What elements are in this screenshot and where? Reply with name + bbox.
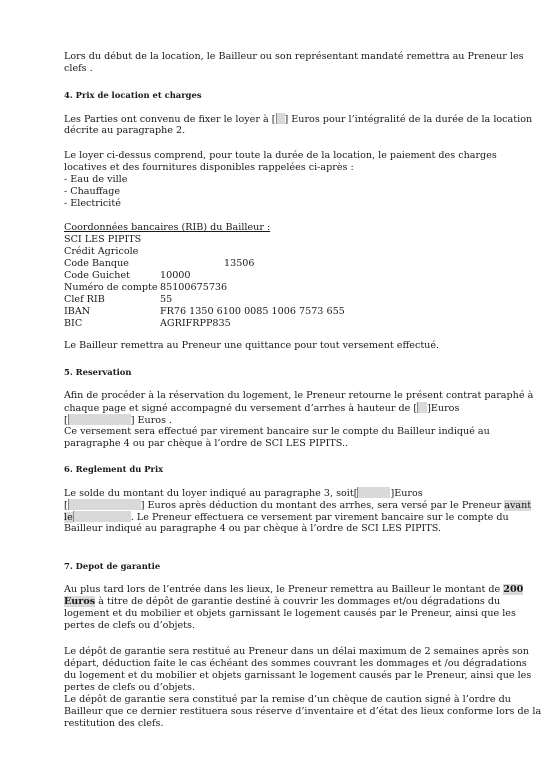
refund-line-7: restitution des clefs.: [64, 718, 164, 729]
rib-value: FR76 1350 6100 0085 1006 7573 655: [160, 306, 345, 317]
rib-title: Coordonnées bancaires (RIB) du Bailleur :: [64, 222, 271, 233]
refund-line-6: Bailleur que ce dernier restituera sous réserve d’inventaire et d’état des lieux conforme lors de la: [64, 706, 542, 717]
reservation-text-d: ] Euros .: [130, 415, 173, 426]
charges-line-2: locatives et des fournitures disponibles rappelées ci-après :: [64, 162, 354, 173]
intro-line-2: clefs .: [64, 63, 93, 74]
charge-item: - Chauffage: [64, 186, 121, 197]
rib-label: BIC: [64, 318, 83, 329]
payment-line-4: Bailleur indiqué au paragraphe 4 ou par chèque à l’ordre de SCI LES PIPITS.: [64, 523, 441, 534]
rib-value: 85100675736: [160, 282, 228, 293]
balance-amount-field[interactable]: [357, 487, 390, 498]
rent-text-a: Les Parties ont convenu de fixer le loyer à [: [64, 114, 276, 125]
rib-holder: SCI LES PIPITS: [64, 234, 142, 245]
rib-label: Clef RIB: [64, 294, 105, 305]
refund-line-3: du logement et du mobilier et objets garnissant le logement causés par le Preneur, ainsi que les: [64, 670, 532, 681]
rib-value: 55: [160, 294, 173, 305]
refund-line-2: départ, déduction faite le cas échéant des sommes couvrant les dommages et /ou dégradations: [64, 658, 527, 669]
rent-line-2: décrite au paragraphe 2.: [64, 125, 186, 136]
guarantee-line-4: pertes de clefs ou d’objets.: [64, 620, 196, 631]
guarantee-line-2: [64, 596, 500, 608]
rib-row: [64, 258, 255, 270]
guarantee-currency: Euros: [64, 596, 96, 607]
payment-le-highlight: le: [64, 512, 73, 523]
guarantee-line-3: logement et du mobilier et objets garnissant le logement causés par le Preneur, ainsi que les: [64, 608, 516, 619]
rent-text-b: ] Euros pour l’intégralité de la durée de la location: [284, 114, 533, 125]
deposit-words-field[interactable]: [68, 414, 131, 425]
guarantee-amount: 200: [503, 584, 524, 595]
reservation-text-c: [: [64, 415, 68, 426]
guarantee-text-b: à titre de dépôt de garantie destiné à couvrir les dommages et/ou dégradations du: [95, 596, 501, 607]
rib-label: IBAN: [64, 306, 91, 317]
refund-line-5: Le dépôt de garantie sera constitué par la remise d’un chèque de caution signé à l’ordre du: [64, 694, 511, 705]
reservation-line-5: paragraphe 4 ou par chèque à l’ordre de SCI LES PIPITS..: [64, 438, 349, 449]
deposit-amount-field[interactable]: [417, 402, 427, 413]
reservation-line-4: Ce versement sera effectué par virement bancaire sur le compte du Bailleur indiqué au: [64, 426, 490, 437]
payment-text-c: [: [64, 500, 68, 511]
rib-label: Code Guichet: [64, 270, 130, 281]
rib-row: [64, 294, 173, 306]
rent-amount-field[interactable]: [276, 113, 285, 124]
section-7-title: 7. Depot de garantie: [64, 561, 161, 571]
intro-line-1: Lors du début de la location, le Bailleur ou son représentant mandaté remettra au Preneur les: [64, 51, 524, 62]
payment-before-highlight: avant: [504, 500, 532, 511]
balance-words-field[interactable]: [68, 499, 141, 510]
payment-text-d: ] Euros après déduction du montant des arrhes, sera versé par le Preneur: [140, 500, 505, 511]
guarantee-text-a: Au plus tard lors de l’entrée dans les lieux, le Preneur remettra au Bailleur le montant de: [64, 584, 504, 595]
section-6-title: 6. Reglement du Prix: [64, 464, 164, 474]
rib-label: Code Banque: [64, 258, 129, 269]
refund-line-4: pertes de clefs ou d’objets.: [64, 682, 196, 693]
rib-bank: Crédit Agricole: [64, 246, 139, 257]
section-4-title: 4. Prix de location et charges: [64, 90, 202, 100]
payment-text-a: Le solde du montant du loyer indiqué au paragraphe 3, soit[: [64, 488, 358, 499]
section-5-title: 5. Reservation: [64, 367, 132, 377]
charges-line-1: Le loyer ci-dessus comprend, pour toute la durée de la location, le paiement des charges: [64, 150, 497, 161]
rib-label: Numéro de compte: [64, 282, 158, 293]
rib-row: [64, 282, 228, 294]
reservation-line-1: Afin de procéder à la réservation du logement, le Preneur retourne le présent contrat paraphé à: [64, 390, 534, 401]
rib-value: 13506: [224, 258, 255, 269]
refund-line-1: Le dépôt de garantie sera restitué au Preneur dans un délai maximum de 2 semaines après son: [64, 646, 529, 657]
charge-item: - Electricité: [64, 198, 121, 209]
reservation-text-b: ]Euros: [427, 403, 460, 414]
rib-value: 10000: [160, 270, 191, 281]
payment-date-field[interactable]: [73, 511, 131, 522]
guarantee-line-1: [64, 584, 523, 596]
payment-text-b: ]Euros: [390, 488, 423, 499]
rib-row: [64, 318, 231, 330]
charge-item: - Eau de ville: [64, 174, 128, 185]
payment-text-e: . Le Preneur effectuera ce versement par virement bancaire sur le compte du: [130, 512, 509, 523]
rib-value: AGRIFRPP835: [160, 318, 231, 329]
reservation-text-a: chaque page et signé accompagné du versement d’arrhes à hauteur de [: [64, 403, 418, 414]
rib-row: [64, 270, 191, 282]
rib-row: [64, 306, 345, 318]
receipt-line: Le Bailleur remettra au Preneur une quittance pour tout versement effectué.: [64, 340, 440, 351]
